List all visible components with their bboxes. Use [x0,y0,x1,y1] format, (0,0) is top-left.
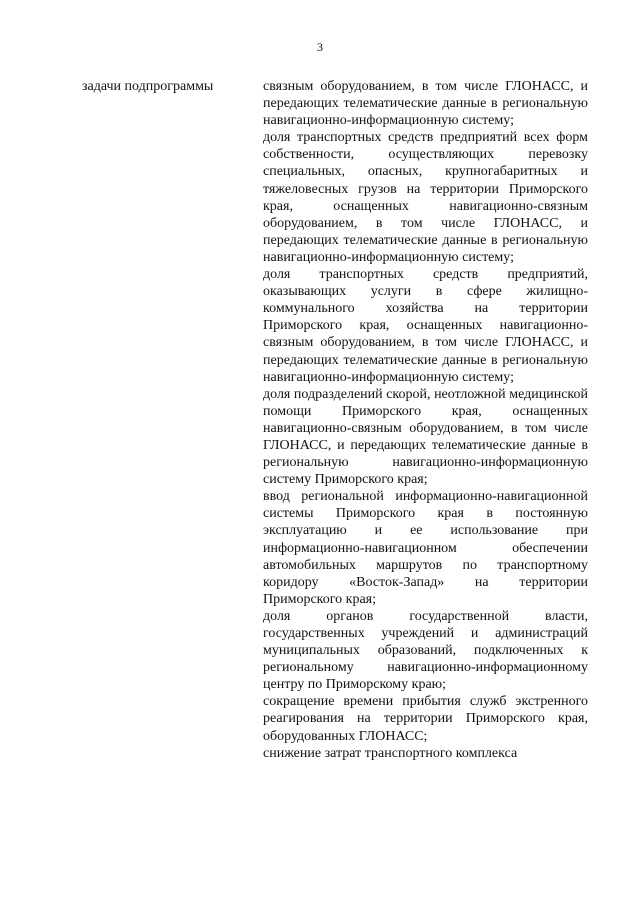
indicator-paragraph: доля транспортных средств предприятий, оказывающих услуги в сфере жилищно-коммунального хозяйства на территории Приморского края, оснащенных навигационно-связным оборудованием, в том числе ГЛОНАСС, и передающих телематические данные в региональную навигационно-информационную систему; [263,267,588,385]
indicator-paragraph: доля транспортных средств предприятий всех форм собственности, осуществляющих перевозку специальных, опасных, крупногабаритных и тяжеловесных грузов на территории Приморского края, оснащенных навигационно-связным оборудованием, в том числе ГЛОНАСС, и передающих телематические данные в региональную навигационно-информационную систему; [263,130,588,265]
section-label: задачи подпрограммы [82,79,214,94]
page-number: 3 [317,40,323,54]
indicator-paragraph: доля подразделений скорой, неотложной медицинской помощи Приморского края, оснащенных навигационно-связным оборудованием, в том числе ГЛОНАСС, и передающих телематические данные в региональную навигационно-информационную систему Приморского края; [263,386,588,488]
indicator-paragraph: снижение затрат транспортного комплекса [263,745,518,761]
indicators-column [263,78,588,762]
indicator-paragraph: сокращение времени прибытия служб экстренного реагирования на территории Приморского края, оборудованных ГЛОНАСС; [263,694,588,744]
indicator-paragraph: ввод региональной информационно-навигационной системы Приморского края в постоянную эксплуатацию и ее использование при информационно-навигационном обеспечении автомобильных маршрутов по транспортному коридору «Восток-Запад» на территории Приморского края; [263,489,588,607]
indicator-paragraph: связным оборудованием, в том числе ГЛОНАСС, и передающих телематические данные в региональную навигационно-информационную систему; [263,79,588,129]
indicator-paragraph: доля органов государственной власти, государственных учреждений и администраций муниципальных образований, подключенных к региональному навигационно-информационному центру по Приморскому краю; [263,608,588,693]
